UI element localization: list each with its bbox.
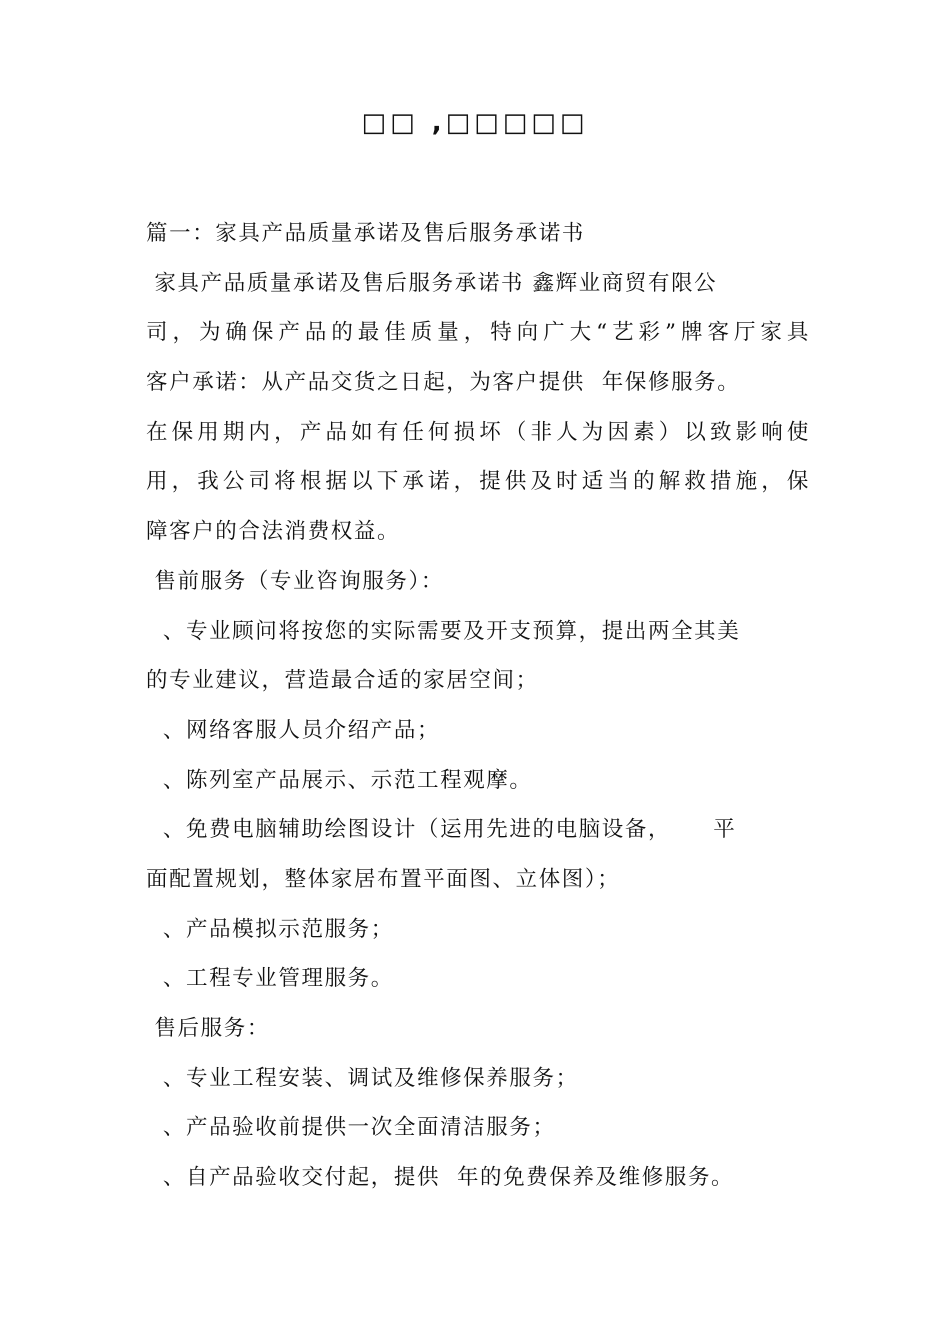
list-item: 、陈列室产品展示、示范工程观摩。 <box>146 767 533 793</box>
subheading-after-sales: 售后服务： <box>146 1016 270 1041</box>
subheading-pre-sales: 售前服务（专业咨询服务）： <box>146 568 444 594</box>
paragraph-line: 障客户的合法消费权益。 <box>146 519 401 545</box>
paragraph-line: 用，我公司将根据以下承诺，提供及时适当的解救措施，保 <box>146 469 810 495</box>
list-item: 、专业工程安装、调试及维修保养服务； <box>146 1065 579 1091</box>
list-item: 、自产品验收交付起，提供 年的免费保养及维修服务。 <box>146 1165 735 1191</box>
paragraph-line: 客户承诺：从产品交货之日起，为客户提供 年保修服务。 <box>146 370 741 396</box>
list-item: 、网络客服人员介绍产品； <box>146 717 441 743</box>
document-body <box>146 209 810 1203</box>
paragraph-line: 司，为确保产品的最佳质量，特向广大“艺彩”牌客厅家具 <box>146 320 810 346</box>
document-title: □□ ,□□□□□ <box>361 108 589 138</box>
list-item-continuation: 面配置规划，整体家居布置平面图、立体图）； <box>146 866 621 892</box>
paragraph-line: 家具产品质量承诺及售后服务承诺书 鑫辉业商贸有限公 <box>146 270 718 296</box>
list-item: 、免费电脑辅助绘图设计（运用先进的电脑设备， 平 <box>146 817 737 843</box>
list-item: 、工程专业管理服务。 <box>146 966 394 992</box>
paragraph-line: 在保用期内，产品如有任何损坏（非人为因素）以致影响使 <box>146 419 810 445</box>
list-item: 、专业顾问将按您的实际需要及开支预算，提出两全其美 <box>146 618 741 644</box>
list-item: 、产品模拟示范服务； <box>146 916 394 942</box>
section-heading-1: 篇一：家具产品质量承诺及售后服务承诺书 <box>146 221 585 246</box>
list-item: 、产品验收前提供一次全面清洁服务； <box>146 1115 556 1141</box>
list-item-continuation: 的专业建议，营造最合适的家居空间； <box>146 668 539 694</box>
